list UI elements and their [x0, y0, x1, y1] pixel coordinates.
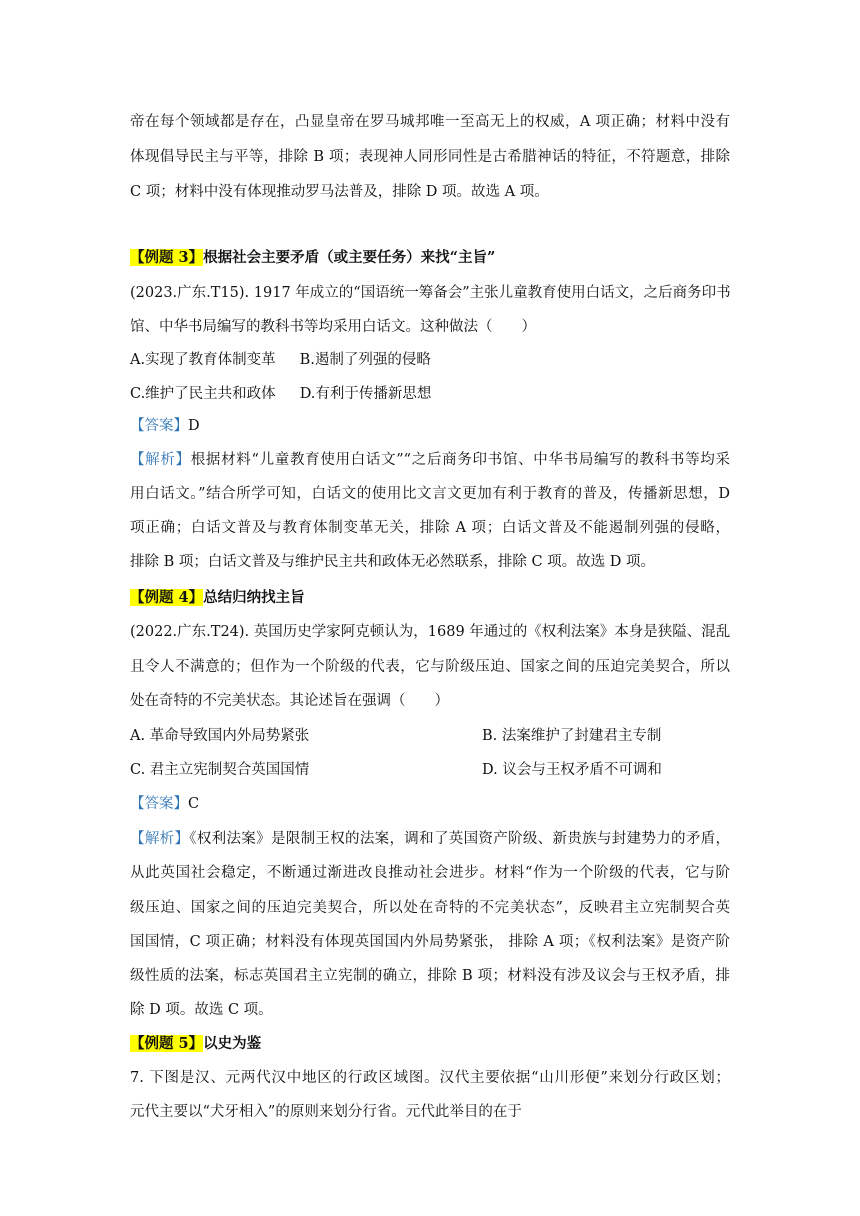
answer-label: 【答案】	[130, 796, 188, 812]
example-3-heading	[130, 248, 495, 268]
example-heading-text: 根据社会主要矛盾（或主要任务）来找“主旨”	[203, 249, 496, 266]
question-text-line: 且令人不满意的；但作为一个阶级的代表，它与阶级压迫、国家之间的压迫完美契合，所以	[130, 659, 730, 675]
question-text-line: (2022.广东.T24). 英国历史学家阿克顿认为，1689 年通过的《权利法案》本身是狭隘、混乱	[130, 624, 731, 640]
example-4-heading	[130, 588, 305, 608]
explanation-text-line: C 项；材料中没有体现推动罗马法普及，排除 D 项。故选 A 项。	[130, 184, 549, 200]
explanation-text-line: 体现倡导民主与平等，排除 B 项；表现神人同形同性是古希腊神话的特征，不符题意，排除	[130, 149, 730, 165]
question-text-line: (2023.广东.T15). 1917 年成立的“国语统一筹备会”主张儿童教育使用白话文，之后商务印书	[130, 285, 731, 301]
example-tag: 【例题 4】	[130, 589, 204, 606]
analysis-line	[130, 829, 730, 849]
option-b: B.遏制了列强的侵略	[299, 352, 431, 368]
example-heading-text: 总结归纳找主旨	[203, 589, 305, 606]
question-text-line: 处在奇特的不完美状态。其论述旨在强调（ ）	[130, 693, 449, 709]
example-tag: 【例题 3】	[130, 249, 204, 266]
option-row	[130, 384, 431, 404]
analysis-text-line: 级压迫、国家之间的压迫完美契合，所以处在奇特的不完美状态”，反映君主立宪制契合英	[130, 900, 730, 916]
question-text-line: 7. 下图是汉、元两代汉中地区的行政区域图。汉代主要依据“山川形便”来划分行政区划；	[130, 1070, 730, 1086]
answer-value: C	[188, 796, 200, 812]
analysis-text-line: 从此英国社会稳定，不断通过渐进改良推动社会进步。材料“作为一个阶级的代表，它与阶	[130, 865, 730, 881]
option-c: C. 君主立宪制契合英国国情	[130, 762, 310, 778]
answer-label: 【答案】	[130, 418, 188, 434]
option-c: C.维护了民主共和政体	[130, 386, 276, 402]
analysis-text-line: 排除 B 项；白话文普及与维护民主共和政体无必然联系，排除 C 项。故选 D 项。	[130, 554, 656, 570]
option-a: A. 革命导致国内外局势紧张	[130, 728, 310, 744]
option-b: B. 法案维护了封建君主专制	[482, 728, 662, 744]
analysis-text: 根据材料“儿童教育使用白话文”“之后商务印书馆、中华书局编写的教科书等均采	[190, 452, 730, 468]
option-row	[130, 350, 431, 370]
option-d: D.有利于传播新思想	[299, 386, 432, 402]
explanation-text-line: 帝在每个领域都是存在，凸显皇帝在罗马城邦唯一至高无上的权威，A 项正确；材料中没有	[130, 114, 730, 130]
question-text-line: 馆、中华书局编写的教科书等均采用白话文。这种做法（ ）	[130, 319, 536, 335]
answer-line	[130, 416, 200, 436]
answer-value: D	[188, 418, 200, 434]
example-5-heading	[130, 1034, 261, 1054]
analysis-text-line: 项正确；白话文普及与教育体制变革无关，排除 A 项；白话文普及不能遏制列强的侵略，	[130, 520, 730, 536]
analysis-text-line: 用白话文。”结合所学可知，白话文的使用比文言文更加有利于教育的普及，传播新思想，D	[130, 486, 730, 502]
analysis-line	[130, 450, 730, 470]
example-heading-text: 以史为鉴	[203, 1035, 262, 1052]
option-a: A.实现了教育体制变革	[130, 352, 276, 368]
option-d: D. 议会与王权矛盾不可调和	[482, 762, 662, 778]
answer-line	[130, 794, 199, 814]
analysis-text-line: 级性质的法案，标志英国君主立宪制的确立，排除 B 项；材料没有涉及议会与王权矛盾，排	[130, 968, 730, 984]
analysis-text-line: 除 D 项。故选 C 项。	[130, 1002, 273, 1018]
analysis-text-line: 国国情，C 项正确；材料没有体现英国国内外局势紧张， 排除 A 项；《权利法案》是资产阶	[130, 934, 730, 950]
analysis-label: 【解析】	[130, 831, 190, 847]
analysis-label: 【解析】	[130, 452, 191, 468]
example-tag: 【例题 5】	[130, 1035, 204, 1052]
question-text-line: 元代主要以“犬牙相入”的原则来划分行省。元代此举目的在于	[130, 1104, 522, 1120]
analysis-text: 《权利法案》是限制王权的法案，调和了英国资产阶级、新贵族与封建势力的矛盾，	[189, 831, 731, 847]
